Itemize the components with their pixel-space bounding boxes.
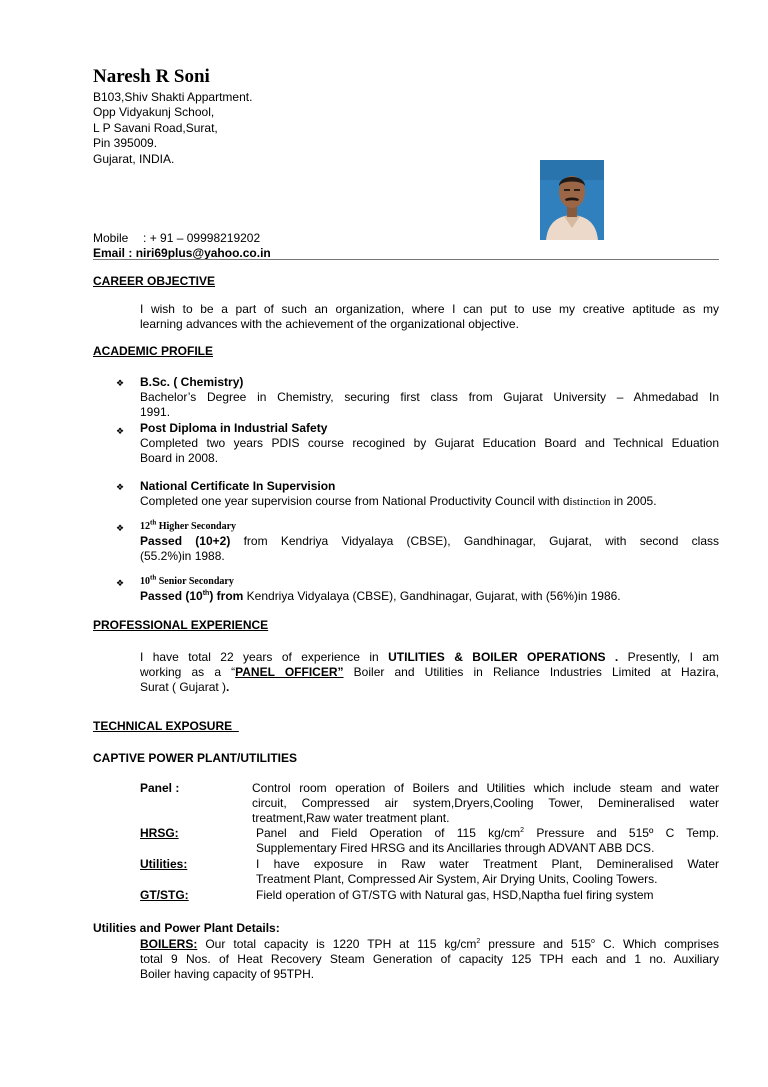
header-divider — [93, 259, 719, 260]
bullet-icon: ❖ — [116, 378, 125, 388]
boilers-label: BOILERS: — [140, 937, 198, 951]
tech-row-text: Field operation of GT/STG with Natural gas, HSD,Naptha fuel firing system — [256, 888, 654, 902]
academic-item-line: Passed (10+2) from Kendriya Vidyalaya (CBSE), Gandhinagar, Gujarat, with second class — [140, 534, 719, 548]
address-line: Pin 395009. — [93, 136, 158, 151]
academic-item-line: Board in 2008. — [140, 451, 219, 466]
captive-power-subtitle: CAPTIVE POWER PLANT/UTILITIES — [93, 751, 298, 765]
academic-item-title: 12th Higher Secondary — [140, 518, 237, 532]
academic-item-line: Passed (10th) from Kendriya Vidyalaya (CBSE), Gandhinagar, Gujarat, with (56%)in 1986. — [140, 589, 621, 603]
tech-row-label: HRSG: — [140, 826, 179, 840]
academic-item-line: Completed two years PDIS course recogined by Gujarat Education Board and Technical Eduation — [140, 436, 719, 450]
mobile-value: : + 91 – 09998219202 — [143, 231, 261, 245]
bullet-icon: ❖ — [116, 482, 125, 492]
utilities-details-heading: Utilities and Power Plant Details: — [93, 921, 280, 935]
academic-item-title: B.Sc. ( Chemistry) — [140, 375, 244, 389]
email-value[interactable]: niri69plus@yahoo.co.in — [135, 246, 271, 260]
academic-item-title: 10th Senior Secondary — [140, 573, 234, 587]
mobile-label: Mobile — [93, 231, 129, 245]
tech-row-label: Panel : — [140, 781, 180, 795]
academic-profile-heading: ACADEMIC PROFILE — [93, 344, 213, 358]
tech-row-text: Panel and Field Operation of 115 $kg/cm^2$ Pressure and 515º C Temp. Supplementary Fired HRSG and its Ancillaries through ADVANT ABB DCS. — [256, 826, 719, 856]
address-line: Gujarat, INDIA. — [93, 151, 175, 166]
academic-item — [140, 479, 719, 510]
professional-line: working as a “PANEL OFFICER” Boiler and Utilities in Reliance Industries Limited at Hazira, — [140, 665, 720, 680]
address-line: Opp Vidyakunj School, — [93, 105, 215, 120]
professional-line: I have total 22 years of experience in UTILITIES & BOILER OPERATIONS . Presently, I am — [140, 650, 719, 664]
address-line: L P Savani Road,Surat, — [93, 120, 218, 135]
academic-item — [140, 575, 719, 604]
academic-item-line: Completed one year supervision course from National Productivity Council with distinction in 2005. — [140, 494, 657, 508]
tech-row-text: Control room operation of Boilers and Utilities which include steam and water circuit, Compressed air system,Dryers,Cooling Tower, Demineralised water treatment,Raw water treatment plant. — [252, 781, 719, 826]
email-label: Email : — [93, 246, 133, 260]
career-objective-heading: CAREER OBJECTIVE — [93, 274, 216, 288]
academic-item-line: 1991. — [140, 405, 171, 420]
profile-photo — [540, 160, 604, 240]
address-block — [93, 90, 252, 167]
academic-item-line: Bachelor’s Degree in Chemistry, securing first class from Gujarat University – Ahmedabad In — [140, 390, 719, 404]
bullet-icon: ❖ — [116, 578, 125, 588]
tech-row-label: Utilities: — [140, 857, 188, 871]
academic-item — [140, 520, 719, 564]
tech-row-label: GT/STG: — [140, 888, 189, 902]
career-objective-text — [140, 302, 719, 332]
portrait-image — [540, 160, 604, 240]
address-line: B103,Shiv Shakti Appartment. — [93, 90, 253, 104]
mobile-line — [93, 231, 260, 247]
career-objective-line: I wish to be a part of such an organization, where I can put to use my creative aptitude as my — [140, 302, 719, 316]
academic-item-title: Post Diploma in Industrial Safety — [140, 421, 328, 435]
academic-item-title: National Certificate In Supervision — [140, 479, 336, 493]
bullet-icon: ❖ — [116, 523, 125, 533]
candidate-name: Naresh R Soni — [93, 66, 210, 87]
academic-item — [140, 375, 719, 420]
professional-experience-text — [140, 650, 719, 696]
professional-experience-heading: PROFESSIONAL EXPERIENCE — [93, 618, 269, 632]
career-objective-line: learning advances with the achievement of the organizational objective. — [140, 317, 519, 332]
bullet-icon: ❖ — [116, 426, 125, 436]
academic-item — [140, 421, 719, 466]
technical-exposure-heading: TECHNICAL EXPOSURE — [93, 719, 239, 733]
utilities-details-text: BOILERS: Our total capacity is 1220 TPH at 115 $kg/cm^2$ pressure and 515$^o$ C. Which comprises total 9 Nos. of Heat Recovery Steam Generation of capacity 125 TPH each and 1 no. Auxiliary Boiler having capacity of 95TPH. — [140, 937, 719, 982]
academic-item-line: (55.2%)in 1988. — [140, 549, 225, 564]
professional-line: Surat ( Gujarat ). — [140, 680, 230, 695]
tech-row-text: I have exposure in Raw water Treatment Plant, Demineralised Water Treatment Plant, Compressed Air System, Air Drying Units, Cooling Towers. — [256, 857, 719, 887]
